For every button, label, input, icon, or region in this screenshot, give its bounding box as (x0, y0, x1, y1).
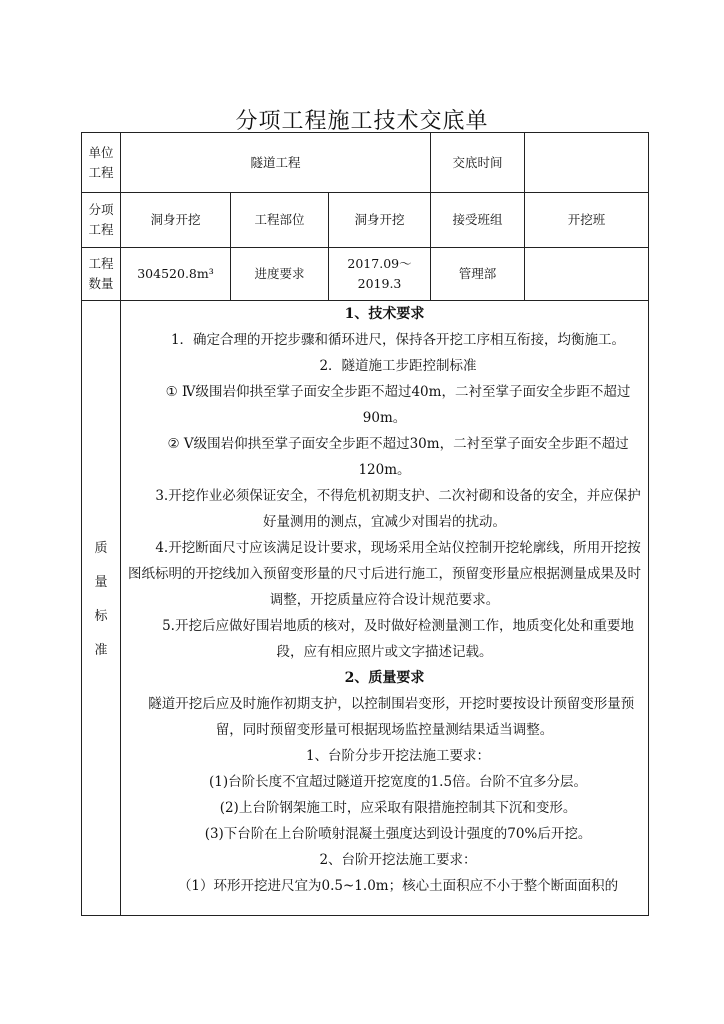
disclosure-table (81, 132, 649, 916)
paragraph: 2．隧道施工步距控制标准 (319, 358, 477, 374)
paragraph: （1）环形开挖进尺宜为0.5~1.0m；核心土面积应不小于整个断面面积的 (177, 878, 619, 894)
section-heading: 1、技术要求 (344, 306, 425, 322)
paragraph: 1．确定合理的开挖步骤和循环进尺，保持各开挖工序相互衔接，均衡施工。 (170, 332, 626, 348)
value-disclosure-time (525, 133, 649, 193)
paragraph: 5.开挖后应做好围岩地质的核对，及时做好检测量测工作，地质变化处和重要地段，应有相应照片或文字描述记载。 (162, 618, 634, 660)
label-disclosure-time: 交底时间 (431, 133, 525, 193)
content-cell (121, 301, 649, 916)
side-char: 质 (94, 541, 108, 556)
paragraph: 3.开挖作业必须保证安全，不得危机初期支护、二次衬砌和设备的安全，并应保护好量测用的测点，宜减少对围岩的扰动。 (155, 488, 641, 530)
paragraph: 隧道开挖后应及时施作初期支护，以控制围岩变形，开挖时要按设计预留变形量预留，同时预留变形量可根据现场监控量测结果适当调整。 (148, 696, 635, 738)
side-char: 标 (94, 609, 108, 624)
paragraph: 2、台阶开挖法施工要求： (319, 852, 477, 868)
label-project-part: 工程部位 (231, 193, 329, 248)
value-empty (525, 248, 649, 301)
side-char: 准 (94, 643, 108, 658)
section-heading: 2、质量要求 (344, 670, 425, 686)
value-unit-project: 隧道工程 (121, 133, 431, 193)
paragraph: 1、台阶分步开挖法施工要求： (305, 748, 491, 764)
label-receiving-team: 接受班组 (431, 193, 525, 248)
paragraph: ② Ⅴ级围岩仰拱至掌子面安全步距不超过30m，二衬至掌子面安全步距不超过120m。 (167, 436, 629, 478)
value-schedule: 2017.09～ 2019.3 (329, 248, 431, 301)
table-row (82, 133, 649, 193)
table-row (82, 248, 649, 301)
value-management-dept: 管理部 (431, 248, 525, 301)
paragraph: (3)下台阶在上台阶喷射混凝土强度达到设计强度的70%后开挖。 (204, 826, 592, 842)
side-char: 量 (94, 575, 108, 590)
value-sub-project: 洞身开挖 (121, 193, 231, 248)
paragraph: (1)台阶长度不宜超过隧道开挖宽度的1.5倍。台阶不宜多分层。 (208, 774, 588, 790)
paragraph: ① Ⅳ级围岩仰拱至掌子面安全步距不超过40m，二衬至掌子面安全步距不超过90m。 (165, 384, 631, 426)
label-quantity: 工程 数量 (82, 248, 121, 301)
label-schedule: 进度要求 (231, 248, 329, 301)
label-unit-project: 单位 工程 (82, 133, 121, 193)
value-project-part: 洞身开挖 (329, 193, 431, 248)
value-receiving-team: 开挖班 (525, 193, 649, 248)
table-row (82, 193, 649, 248)
paragraph: 4.开挖断面尺寸应该满足设计要求，现场采用全站仪控制开挖轮廓线，所用开挖按图纸标明的开挖线加入预留变形量的尺寸后进行施工，预留变形量应根据测量成果及时调整，开挖质量应符合设计规范要求。 (128, 540, 642, 608)
value-quantity: 304520.8m³ (121, 248, 231, 301)
paragraph: (2)上台阶钢架施工时，应采取有限措施控制其下沉和变形。 (219, 800, 577, 816)
table-row (82, 301, 649, 916)
label-sub-project: 分项 工程 (82, 193, 121, 248)
quality-standard-label (82, 301, 121, 916)
document-title: 分项工程施工技术交底单 (235, 109, 489, 134)
